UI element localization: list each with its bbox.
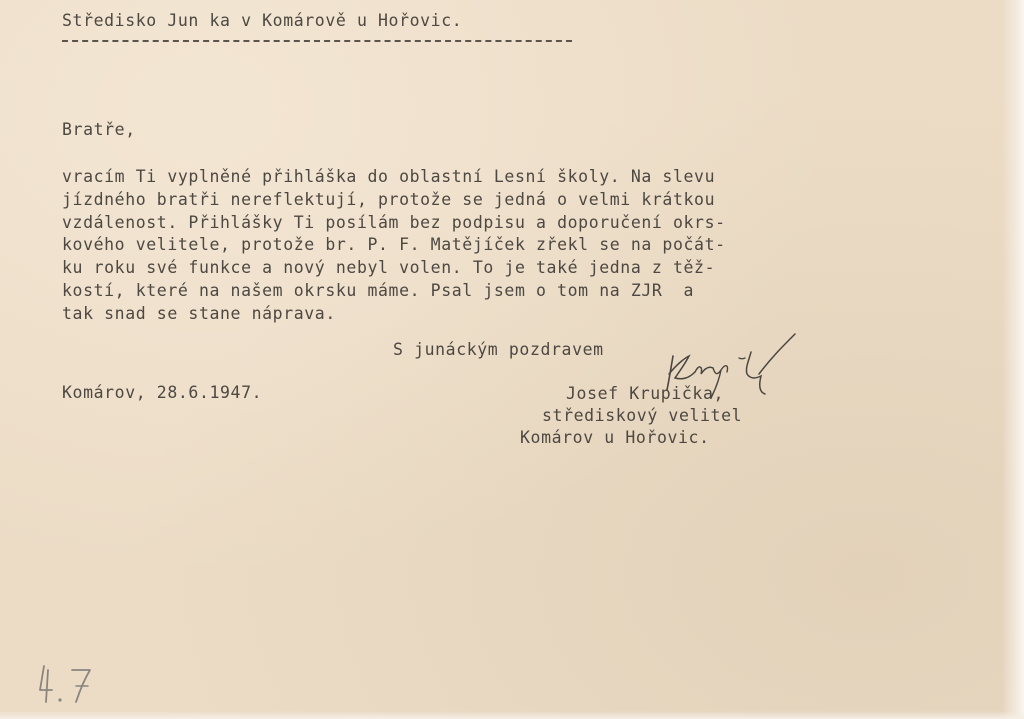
header-underline bbox=[62, 40, 572, 42]
body-line: ku roku své funkce a nový nebyl volen. To je také jedna z těž- bbox=[62, 258, 716, 278]
paper-edge-bottom bbox=[0, 711, 1024, 719]
body-line: kového velitele, protože br. P. F. Matějíček zřekl se na počát- bbox=[62, 235, 726, 255]
letter-body bbox=[62, 166, 726, 326]
body-line: jízdného bratři nereflektují, protože se jedná o velmi krátkou bbox=[62, 189, 716, 209]
body-line: kostí, které na našem okrsku máme. Psal jsem o tom na ZJR a bbox=[62, 280, 695, 300]
pencil-annotation bbox=[30, 660, 100, 710]
handwritten-signature bbox=[655, 328, 805, 408]
greeting: Bratře, bbox=[62, 120, 136, 139]
signer-title: střediskový velitel bbox=[542, 406, 743, 425]
signer-location: Komárov u Hořovic. bbox=[520, 428, 710, 447]
closing-salutation: S junáckým pozdravem bbox=[393, 340, 604, 359]
body-line: tak snad se stane náprava. bbox=[62, 303, 336, 323]
place-and-date: Komárov, 28.6.1947. bbox=[62, 383, 263, 402]
signer-name: Josef Krupička, bbox=[566, 384, 725, 403]
body-line: vzdálenost. Přihlášky Ti posílám bez podpisu a doporučení okrs- bbox=[62, 212, 726, 232]
paper-edge-right bbox=[1002, 0, 1024, 719]
body-line: vracím Ti vyplněné přihláška do oblastní Lesní školy. Na slevu bbox=[62, 167, 716, 186]
letter-header: Středisko Jun ka v Komárově u Hořovic. bbox=[62, 11, 463, 30]
